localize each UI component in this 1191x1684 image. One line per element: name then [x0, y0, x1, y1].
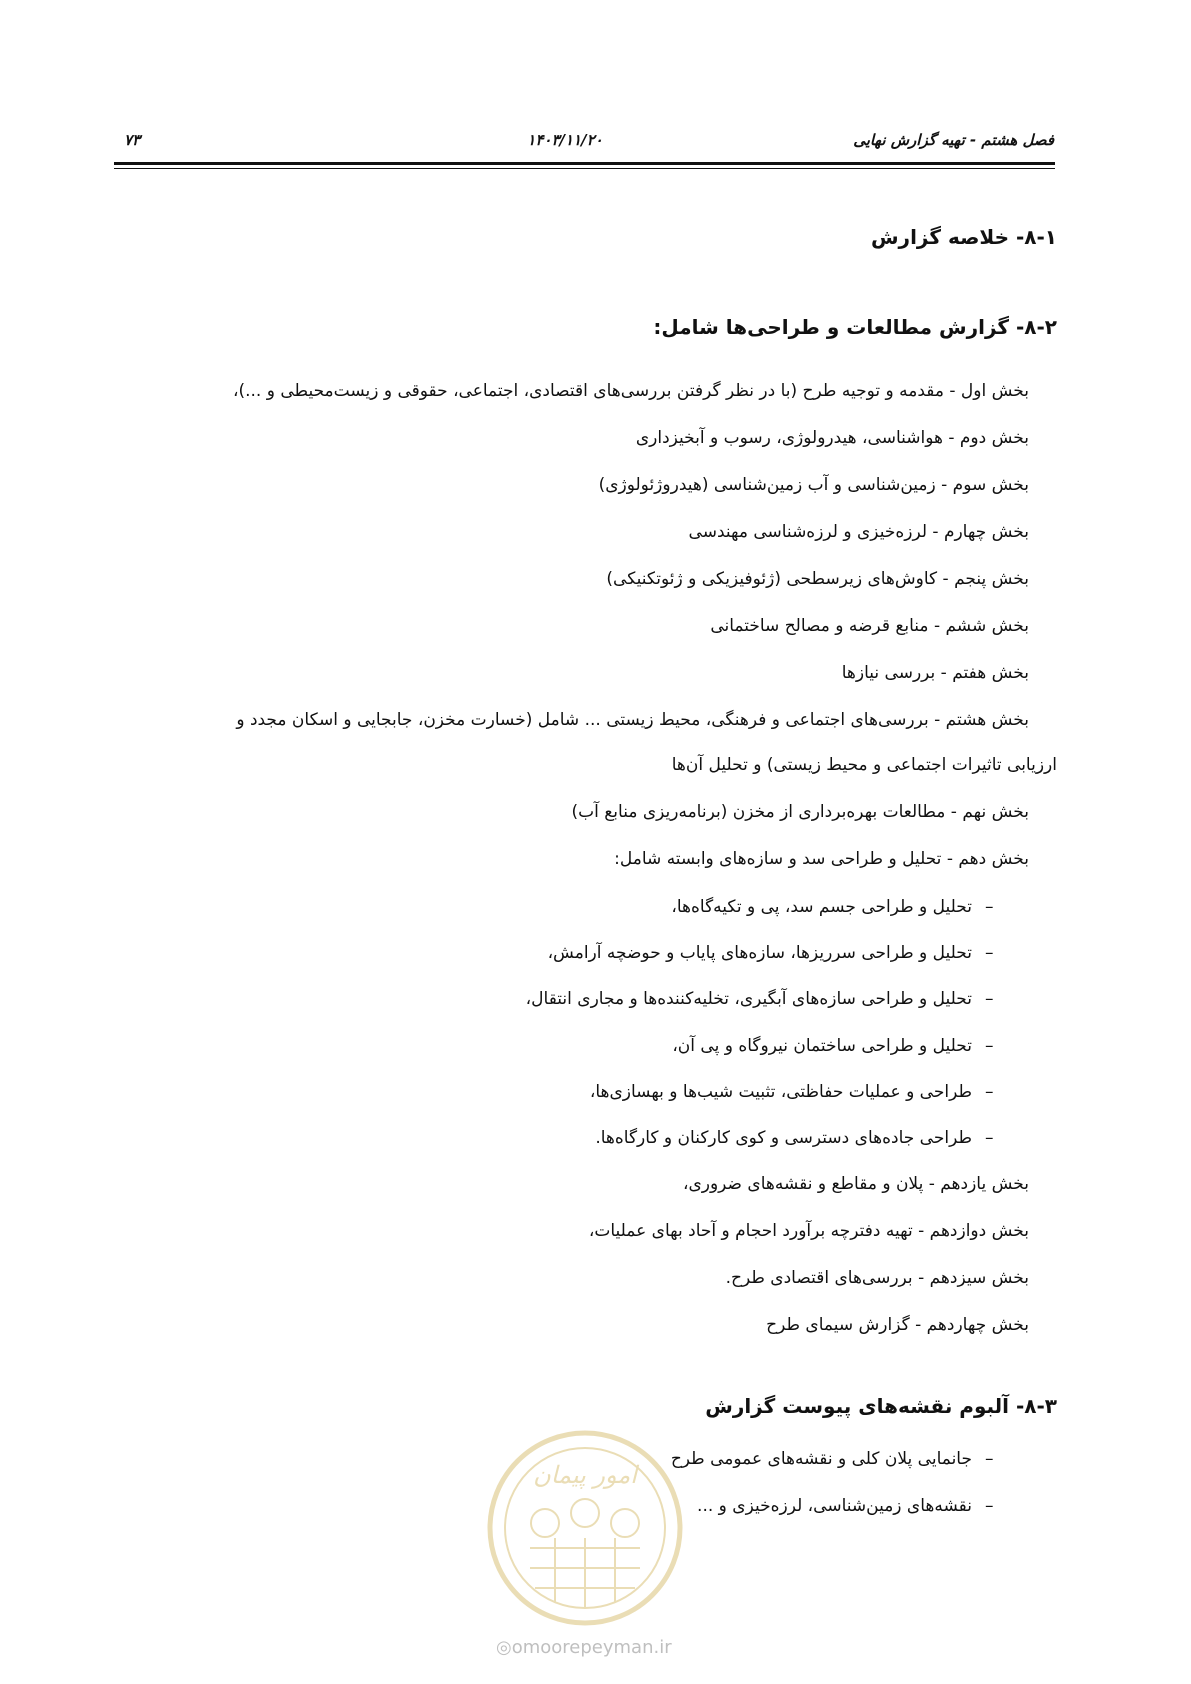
header-rule-thin [114, 168, 1055, 169]
part-line: بخش دوازدهم - تهیه دفترچه برآورد احجام و آحاد بهای عملیات، [588, 1221, 1029, 1241]
bullet-dash: – [985, 1449, 994, 1469]
header-date: ۱۴۰۳/۱۱/۲۰ [527, 131, 603, 149]
stamp-text: امور پیمان [533, 1461, 637, 1489]
part-line: بخش چهارم - لرزه‌خیزی و لرزه‌شناسی مهندسی [688, 522, 1029, 542]
part-line: بخش نهم - مطالعات بهره‌برداری از مخزن (برنامه‌ریزی منابع آب) [571, 802, 1029, 822]
bullet-dash: – [985, 943, 994, 963]
part-line: بخش سوم - زمین‌شناسی و آب زمین‌شناسی (هیدروژئولوژی) [598, 475, 1029, 495]
bullet-dash: – [985, 897, 994, 917]
section-heading-album: ۸-۳- آلبوم نقشه‌های پیوست گزارش [705, 1394, 1057, 1418]
chapter-title: فصل هشتم - تهیه گزارش نهایی [853, 131, 1054, 149]
seal-stamp [485, 1428, 685, 1628]
dam-item: تحلیل و طراحی سازه‌های آبگیری، تخلیه‌کننده‌ها و مجاری انتقال، [525, 989, 972, 1009]
section-heading-studies: ۸-۲- گزارش مطالعات و طراحی‌ها شامل: [653, 315, 1057, 339]
part-line: بخش سیزدهم - بررسی‌های اقتصادی طرح. [725, 1268, 1029, 1288]
section-heading-summary: ۸-۱- خلاصه گزارش [870, 225, 1057, 249]
bullet-dash: – [985, 1128, 994, 1148]
dam-item: تحلیل و طراحی سرریزها، سازه‌های پایاب و حوضچه آرامش، [547, 943, 972, 963]
part-line: بخش هشتم - بررسی‌های اجتماعی و فرهنگی، محیط زیستی ... شامل (خسارت مخزن، جابجایی و اسکان مجدد و [236, 710, 1029, 730]
watermark-text [496, 1637, 672, 1659]
part-line: بخش دوم - هواشناسی، هیدرولوژی، رسوب و آبخیزداری [635, 428, 1029, 448]
watermark-url: omoorepeyman.ir [511, 1637, 672, 1658]
bullet-dash: – [985, 1496, 994, 1516]
bullet-dash: – [985, 989, 994, 1009]
part-line: بخش دهم - تحلیل و طراحی سد و سازه‌های وابسته شامل: [614, 849, 1029, 869]
bullet-dash: – [985, 1036, 994, 1056]
part-line-continued: ارزیابی تاثیرات اجتماعی و محیط زیستی) و تحلیل آن‌ها [671, 755, 1057, 775]
album-item: جانمایی پلان کلی و نقشه‌های عمومی طرح [670, 1449, 972, 1469]
globe-icon: ◎ [496, 1637, 512, 1658]
bullet-dash: – [985, 1082, 994, 1102]
header-rule-thick [114, 162, 1055, 165]
dam-item: تحلیل و طراحی جسم سد، پی و تکیه‌گاه‌ها، [671, 897, 972, 917]
part-line: بخش ششم - منابع قرضه و مصالح ساختمانی [710, 616, 1029, 636]
part-line: بخش اول - مقدمه و توجیه طرح (با در نظر گرفتن بررسی‌های اقتصادی، اجتماعی، حقوقی و زیست‌محیطی و ...)، [232, 381, 1029, 401]
dam-item: طراحی و عملیات حفاظتی، تثبیت شیب‌ها و بهسازی‌ها، [589, 1082, 972, 1102]
part-line: بخش یازدهم - پلان و مقاطع و نقشه‌های ضروری، [682, 1174, 1029, 1194]
part-line: بخش پنجم - کاوش‌های زیرسطحی (ژئوفیزیکی و ژئوتکنیکی) [606, 569, 1029, 589]
album-item: نقشه‌های زمین‌شناسی، لرزه‌خیزی و ... [697, 1496, 972, 1516]
page-number: ۷۳ [124, 131, 141, 149]
dam-item: طراحی جاده‌های دسترسی و کوی کارکنان و کارگاه‌ها. [595, 1128, 972, 1148]
part-line: بخش هفتم - بررسی نیازها [841, 663, 1029, 683]
part-line: بخش چهاردهم - گزارش سیمای طرح [766, 1315, 1029, 1335]
dam-item: تحلیل و طراحی ساختمان نیروگاه و پی آن، [672, 1036, 972, 1056]
